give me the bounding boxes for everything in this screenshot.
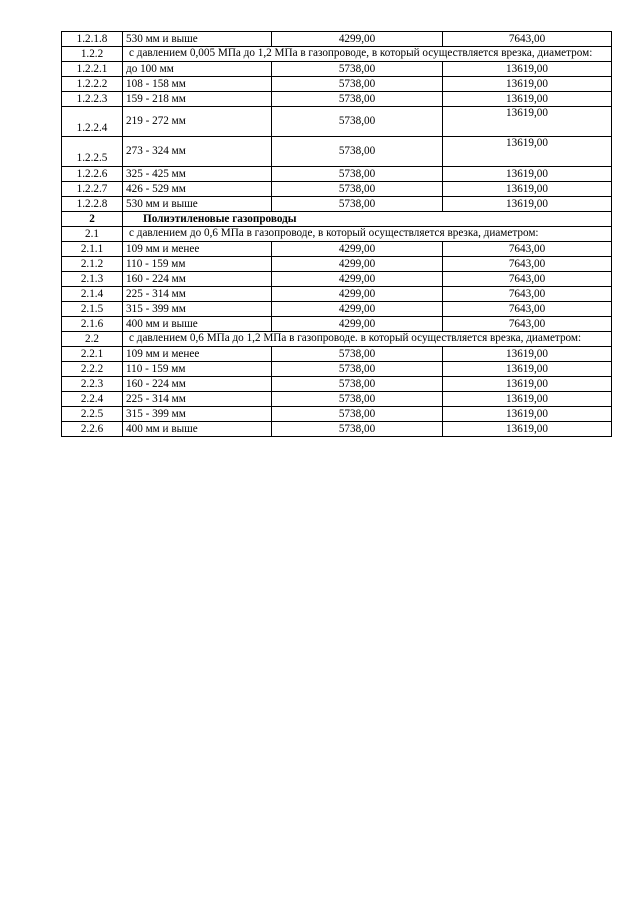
price-value-1: 4299,00 (272, 257, 443, 272)
row-code: 2.1.4 (62, 287, 123, 302)
price-value-2: 13619,00 (443, 92, 612, 107)
row-code: 2.2.3 (62, 377, 123, 392)
table-row (62, 302, 612, 317)
price-value-2: 13619,00 (443, 347, 612, 362)
diameter-range: 400 мм и выше (123, 422, 272, 437)
price-value-1: 4299,00 (272, 32, 443, 47)
diameter-range: до 100 мм (123, 62, 272, 77)
section-row (62, 212, 612, 227)
table-row (62, 242, 612, 257)
price-value-2: 13619,00 (443, 137, 612, 167)
row-code: 2.2.4 (62, 392, 123, 407)
price-value-2: 7643,00 (443, 287, 612, 302)
section-title: Полиэтиленовые газопроводы (123, 212, 612, 227)
diameter-range: 530 мм и выше (123, 32, 272, 47)
row-code: 1.2.2.1 (62, 62, 123, 77)
price-value-2: 13619,00 (443, 167, 612, 182)
diameter-range: 325 - 425 мм (123, 167, 272, 182)
table-row (62, 377, 612, 392)
price-value-1: 5738,00 (272, 197, 443, 212)
price-value-1: 5738,00 (272, 182, 443, 197)
diameter-range: 225 - 314 мм (123, 287, 272, 302)
diameter-range: 159 - 218 мм (123, 92, 272, 107)
price-value-1: 4299,00 (272, 287, 443, 302)
row-code: 2.1.1 (62, 242, 123, 257)
diameter-range: 108 - 158 мм (123, 77, 272, 92)
price-value-1: 4299,00 (272, 317, 443, 332)
price-value-2: 7643,00 (443, 242, 612, 257)
row-code: 1.2.2.5 (62, 137, 123, 167)
table-row (62, 422, 612, 437)
row-code: 1.2.2 (62, 47, 123, 62)
table-row (62, 347, 612, 362)
diameter-range: 110 - 159 мм (123, 257, 272, 272)
row-code: 1.2.2.2 (62, 77, 123, 92)
table-row (62, 137, 612, 167)
diameter-range: 109 мм и менее (123, 242, 272, 257)
diameter-range: 160 - 224 мм (123, 272, 272, 287)
row-code: 2.2.5 (62, 407, 123, 422)
price-value-2: 7643,00 (443, 32, 612, 47)
price-value-1: 5738,00 (272, 92, 443, 107)
row-code: 2.2.2 (62, 362, 123, 377)
table-row (62, 107, 612, 137)
price-value-2: 13619,00 (443, 107, 612, 137)
row-code: 1.2.2.4 (62, 107, 123, 137)
row-code: 1.2.2.6 (62, 167, 123, 182)
price-value-1: 5738,00 (272, 392, 443, 407)
price-value-1: 5738,00 (272, 107, 443, 137)
price-value-1: 5738,00 (272, 167, 443, 182)
price-value-2: 13619,00 (443, 407, 612, 422)
diameter-range: 315 - 399 мм (123, 407, 272, 422)
price-value-2: 13619,00 (443, 77, 612, 92)
price-value-2: 13619,00 (443, 62, 612, 77)
diameter-range: 315 - 399 мм (123, 302, 272, 317)
diameter-range: 400 мм и выше (123, 317, 272, 332)
row-code: 1.2.2.3 (62, 92, 123, 107)
tariff-table (61, 31, 612, 437)
price-value-2: 13619,00 (443, 197, 612, 212)
table-row (62, 392, 612, 407)
price-value-1: 5738,00 (272, 407, 443, 422)
price-value-1: 4299,00 (272, 302, 443, 317)
table-row (62, 317, 612, 332)
table-row (62, 92, 612, 107)
row-code: 2.2 (62, 332, 123, 347)
diameter-range: 109 мм и менее (123, 347, 272, 362)
group-row (62, 332, 612, 347)
price-value-1: 4299,00 (272, 272, 443, 287)
row-code: 2.2.6 (62, 422, 123, 437)
price-value-2: 7643,00 (443, 317, 612, 332)
diameter-range: 426 - 529 мм (123, 182, 272, 197)
price-value-2: 13619,00 (443, 392, 612, 407)
diameter-range: 530 мм и выше (123, 197, 272, 212)
row-code: 1.2.2.8 (62, 197, 123, 212)
row-code: 2 (62, 212, 123, 227)
document-page (61, 31, 611, 437)
price-value-1: 5738,00 (272, 422, 443, 437)
price-value-2: 7643,00 (443, 272, 612, 287)
price-value-1: 5738,00 (272, 62, 443, 77)
row-code: 2.1 (62, 227, 123, 242)
price-value-1: 4299,00 (272, 242, 443, 257)
group-description: с давлением до 0,6 МПа в газопроводе, в который осуществляется врезка, диаметром: (123, 227, 612, 242)
table-row (62, 272, 612, 287)
price-value-2: 13619,00 (443, 182, 612, 197)
group-row (62, 47, 612, 62)
diameter-range: 219 - 272 мм (123, 107, 272, 137)
row-code: 2.2.1 (62, 347, 123, 362)
table-row (62, 407, 612, 422)
price-value-1: 5738,00 (272, 77, 443, 92)
table-row (62, 167, 612, 182)
price-value-2: 7643,00 (443, 302, 612, 317)
group-row (62, 227, 612, 242)
diameter-range: 110 - 159 мм (123, 362, 272, 377)
tariff-table-body (62, 32, 612, 437)
row-code: 2.1.2 (62, 257, 123, 272)
table-row (62, 182, 612, 197)
diameter-range: 160 - 224 мм (123, 377, 272, 392)
row-code: 1.2.2.7 (62, 182, 123, 197)
price-value-1: 5738,00 (272, 137, 443, 167)
row-code: 2.1.3 (62, 272, 123, 287)
row-code: 2.1.5 (62, 302, 123, 317)
row-code: 1.2.1.8 (62, 32, 123, 47)
price-value-1: 5738,00 (272, 362, 443, 377)
price-value-1: 5738,00 (272, 377, 443, 392)
table-row (62, 287, 612, 302)
diameter-range: 273 - 324 мм (123, 137, 272, 167)
table-row (62, 77, 612, 92)
row-code: 2.1.6 (62, 317, 123, 332)
price-value-2: 13619,00 (443, 362, 612, 377)
price-value-2: 7643,00 (443, 257, 612, 272)
group-description: с давлением 0,6 МПа до 1,2 МПа в газопроводе. в который осуществляется врезка, диаметром: (123, 332, 612, 347)
table-row (62, 62, 612, 77)
table-row (62, 257, 612, 272)
table-row (62, 197, 612, 212)
table-row (62, 32, 612, 47)
table-row (62, 362, 612, 377)
diameter-range: 225 - 314 мм (123, 392, 272, 407)
price-value-2: 13619,00 (443, 377, 612, 392)
price-value-1: 5738,00 (272, 347, 443, 362)
price-value-2: 13619,00 (443, 422, 612, 437)
group-description: с давлением 0,005 МПа до 1,2 МПа в газопроводе, в который осуществляется врезка, диаметром: (123, 47, 612, 62)
